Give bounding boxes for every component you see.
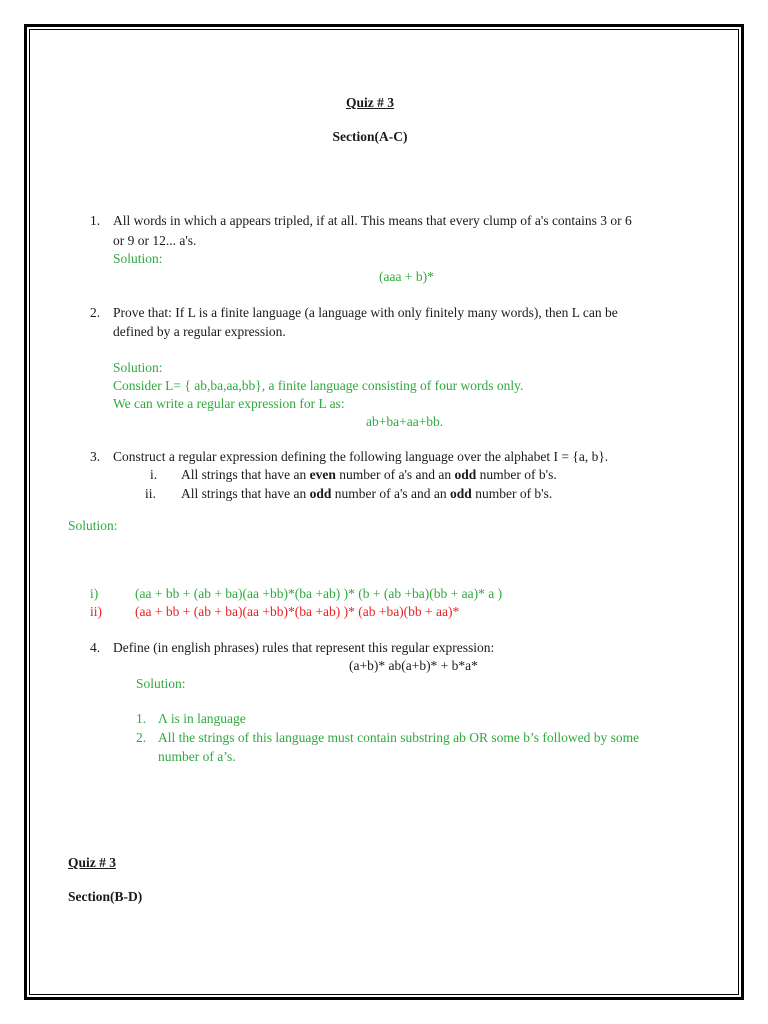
- q3-item-ii: All strings that have an odd number of a's and an odd number of b's.: [181, 486, 553, 501]
- q2-solution-label: Solution:: [113, 360, 163, 375]
- q2-text-line2: defined by a regular expression.: [113, 324, 286, 339]
- q1-solution-label: Solution:: [113, 251, 163, 266]
- q4-rule-1: Λ is in language: [158, 711, 246, 726]
- q2-solution-line1: Consider L= { ab,ba,aa,bb}, a finite language consisting of four words only.: [113, 378, 524, 393]
- quiz-title-2: Quiz # 3: [68, 855, 117, 870]
- q3-item-i-number: i.: [150, 467, 158, 482]
- q2-answer: ab+ba+aa+bb.: [366, 414, 444, 429]
- q2-text-line1: Prove that: If L is a finite language (a language with only finitely many words), then L can be: [113, 305, 618, 320]
- q4-rule-2-number: 2.: [136, 730, 147, 745]
- q1-text-line2: or 9 or 12... a's.: [113, 233, 197, 248]
- q3-solution-label: Solution:: [68, 518, 118, 533]
- q3-answer-i: (aa + bb + (ab + ba)(aa +bb)*(ba +ab) )* (b + (ab +ba)(bb + aa)* a ): [135, 586, 503, 601]
- q3-answer-ii-number: ii): [90, 604, 102, 619]
- q4-rule-1-number: 1.: [136, 711, 147, 726]
- q4-solution-label: Solution:: [136, 676, 186, 691]
- q3-text: Construct a regular expression defining the following language over the alphabet I = {a, b}.: [113, 449, 609, 464]
- q1-text-line1: All words in which a appears tripled, if at all. This means that every clump of a's contains 3 or 6: [113, 213, 632, 228]
- q3-item-i: All strings that have an even number of a's and an odd number of b's.: [181, 467, 557, 482]
- q1-answer: (aaa + b)*: [379, 269, 434, 284]
- section-heading: Section(A-C): [332, 129, 408, 144]
- q3-number: 3.: [90, 449, 101, 464]
- q2-number: 2.: [90, 305, 101, 320]
- q4-text: Define (in english phrases) rules that represent this regular expression:: [113, 640, 495, 655]
- q2-solution-line2: We can write a regular expression for L as:: [113, 396, 345, 411]
- page-border-inner: [29, 29, 739, 995]
- q4-rule-2-line1: All the strings of this language must contain substring ab OR some b’s followed by some: [158, 730, 640, 745]
- section-heading-2: Section(B-D): [68, 889, 143, 904]
- q4-expression: (a+b)* ab(a+b)* + b*a*: [349, 658, 478, 673]
- q4-rule-2-line2: number of a’s.: [158, 749, 236, 764]
- quiz-title: Quiz # 3: [345, 95, 394, 110]
- q3-answer-ii: (aa + bb + (ab + ba)(aa +bb)*(ba +ab) )* (ab +ba)(bb + aa)*: [135, 604, 460, 619]
- q4-number: 4.: [90, 640, 101, 655]
- q3-item-ii-number: ii.: [145, 486, 156, 501]
- q3-answer-i-number: i): [90, 586, 99, 601]
- q1-number: 1.: [90, 213, 101, 228]
